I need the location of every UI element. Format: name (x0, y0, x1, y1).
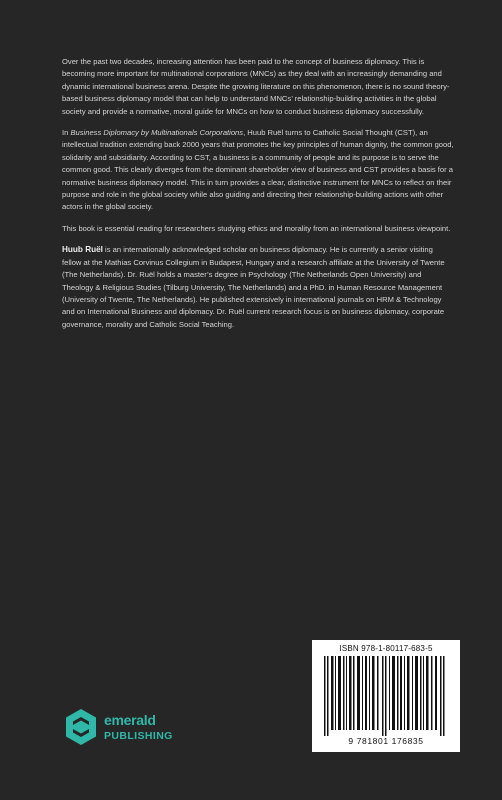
book-title: Business Diplomacy by Multinationals Corporations (70, 128, 244, 138)
isbn-barcode (312, 640, 460, 752)
author-bio-text: is an internationally acknowledged scholar on business diplomacy. He is currently a senior visiting fellow at the Mathias Corvinus Collegium in Budapest, Hungary and a research affiliate at the University of Twente (The Netherlands). Dr. Ruël holds a master’s degree in Psychology (The Netherlands Open University) and Theology & Religious Studies (Tilburg University, The Netherlands) and a PhD. in Human Resource Management (University of Twente, The Netherlands). He published extensively in international journals on HRM & Technology and on International Business and diplomacy. Dr. Ruël current research focus is on business diplomacy, corporate governance, morality and Catholic Social Teaching. (62, 245, 445, 329)
emerald-logo-icon (64, 708, 98, 746)
blurb-paragraph-2-rest: , Huub Ruël turns to Catholic Social Thought (CST), an intellectual tradition extending back 2000 years that promotes the key principles of human dignity, the common good, solidarity and subsidiarity. According to CST, a business is a community of people and its purpose is to serve the common good. This clearly diverges from the dominant shareholder view of business and CST provides a basis for a normative business diplomacy model. This in turn provides a clear, distinctive instrument for MNCs to reflect on their purpose and role in the global society while also guiding and directing their relationship-building actions with other actors in the global society. (62, 128, 454, 212)
blurb-paragraph-1: Over the past two decades, increasing attention has been paid to the concept of business diplomacy. This is becoming more important for multinational corporations (MNCs) as they deal with an increasingly demanding and dynamic international business arena. Despite the growing literature on this phenomenon, there is no sound theory-based business diplomacy model that can help to understand MNCs’ relationship-building activities in the global society and provide a normative, moral guide for MNCs on how to conduct business diplomacy successfully. (62, 57, 450, 116)
back-cover-text (62, 56, 454, 340)
barcode-number: 9 781801 176835 (348, 736, 424, 746)
publisher-name: emerald (104, 712, 156, 728)
author-name: Huub Ruël (62, 245, 103, 255)
publisher-logo (64, 708, 184, 748)
blurb-prefix: In (62, 128, 71, 138)
author-bio (62, 244, 454, 331)
barcode-bars (322, 656, 450, 736)
blurb-paragraph-3: This book is essential reading for researchers studying ethics and morality from an international business viewpoint. (62, 223, 451, 233)
isbn-label: ISBN 978-1-80117-683-5 (339, 644, 433, 653)
publisher-subtitle: PUBLISHING (104, 730, 173, 742)
blurb-paragraph-2 (62, 127, 454, 214)
